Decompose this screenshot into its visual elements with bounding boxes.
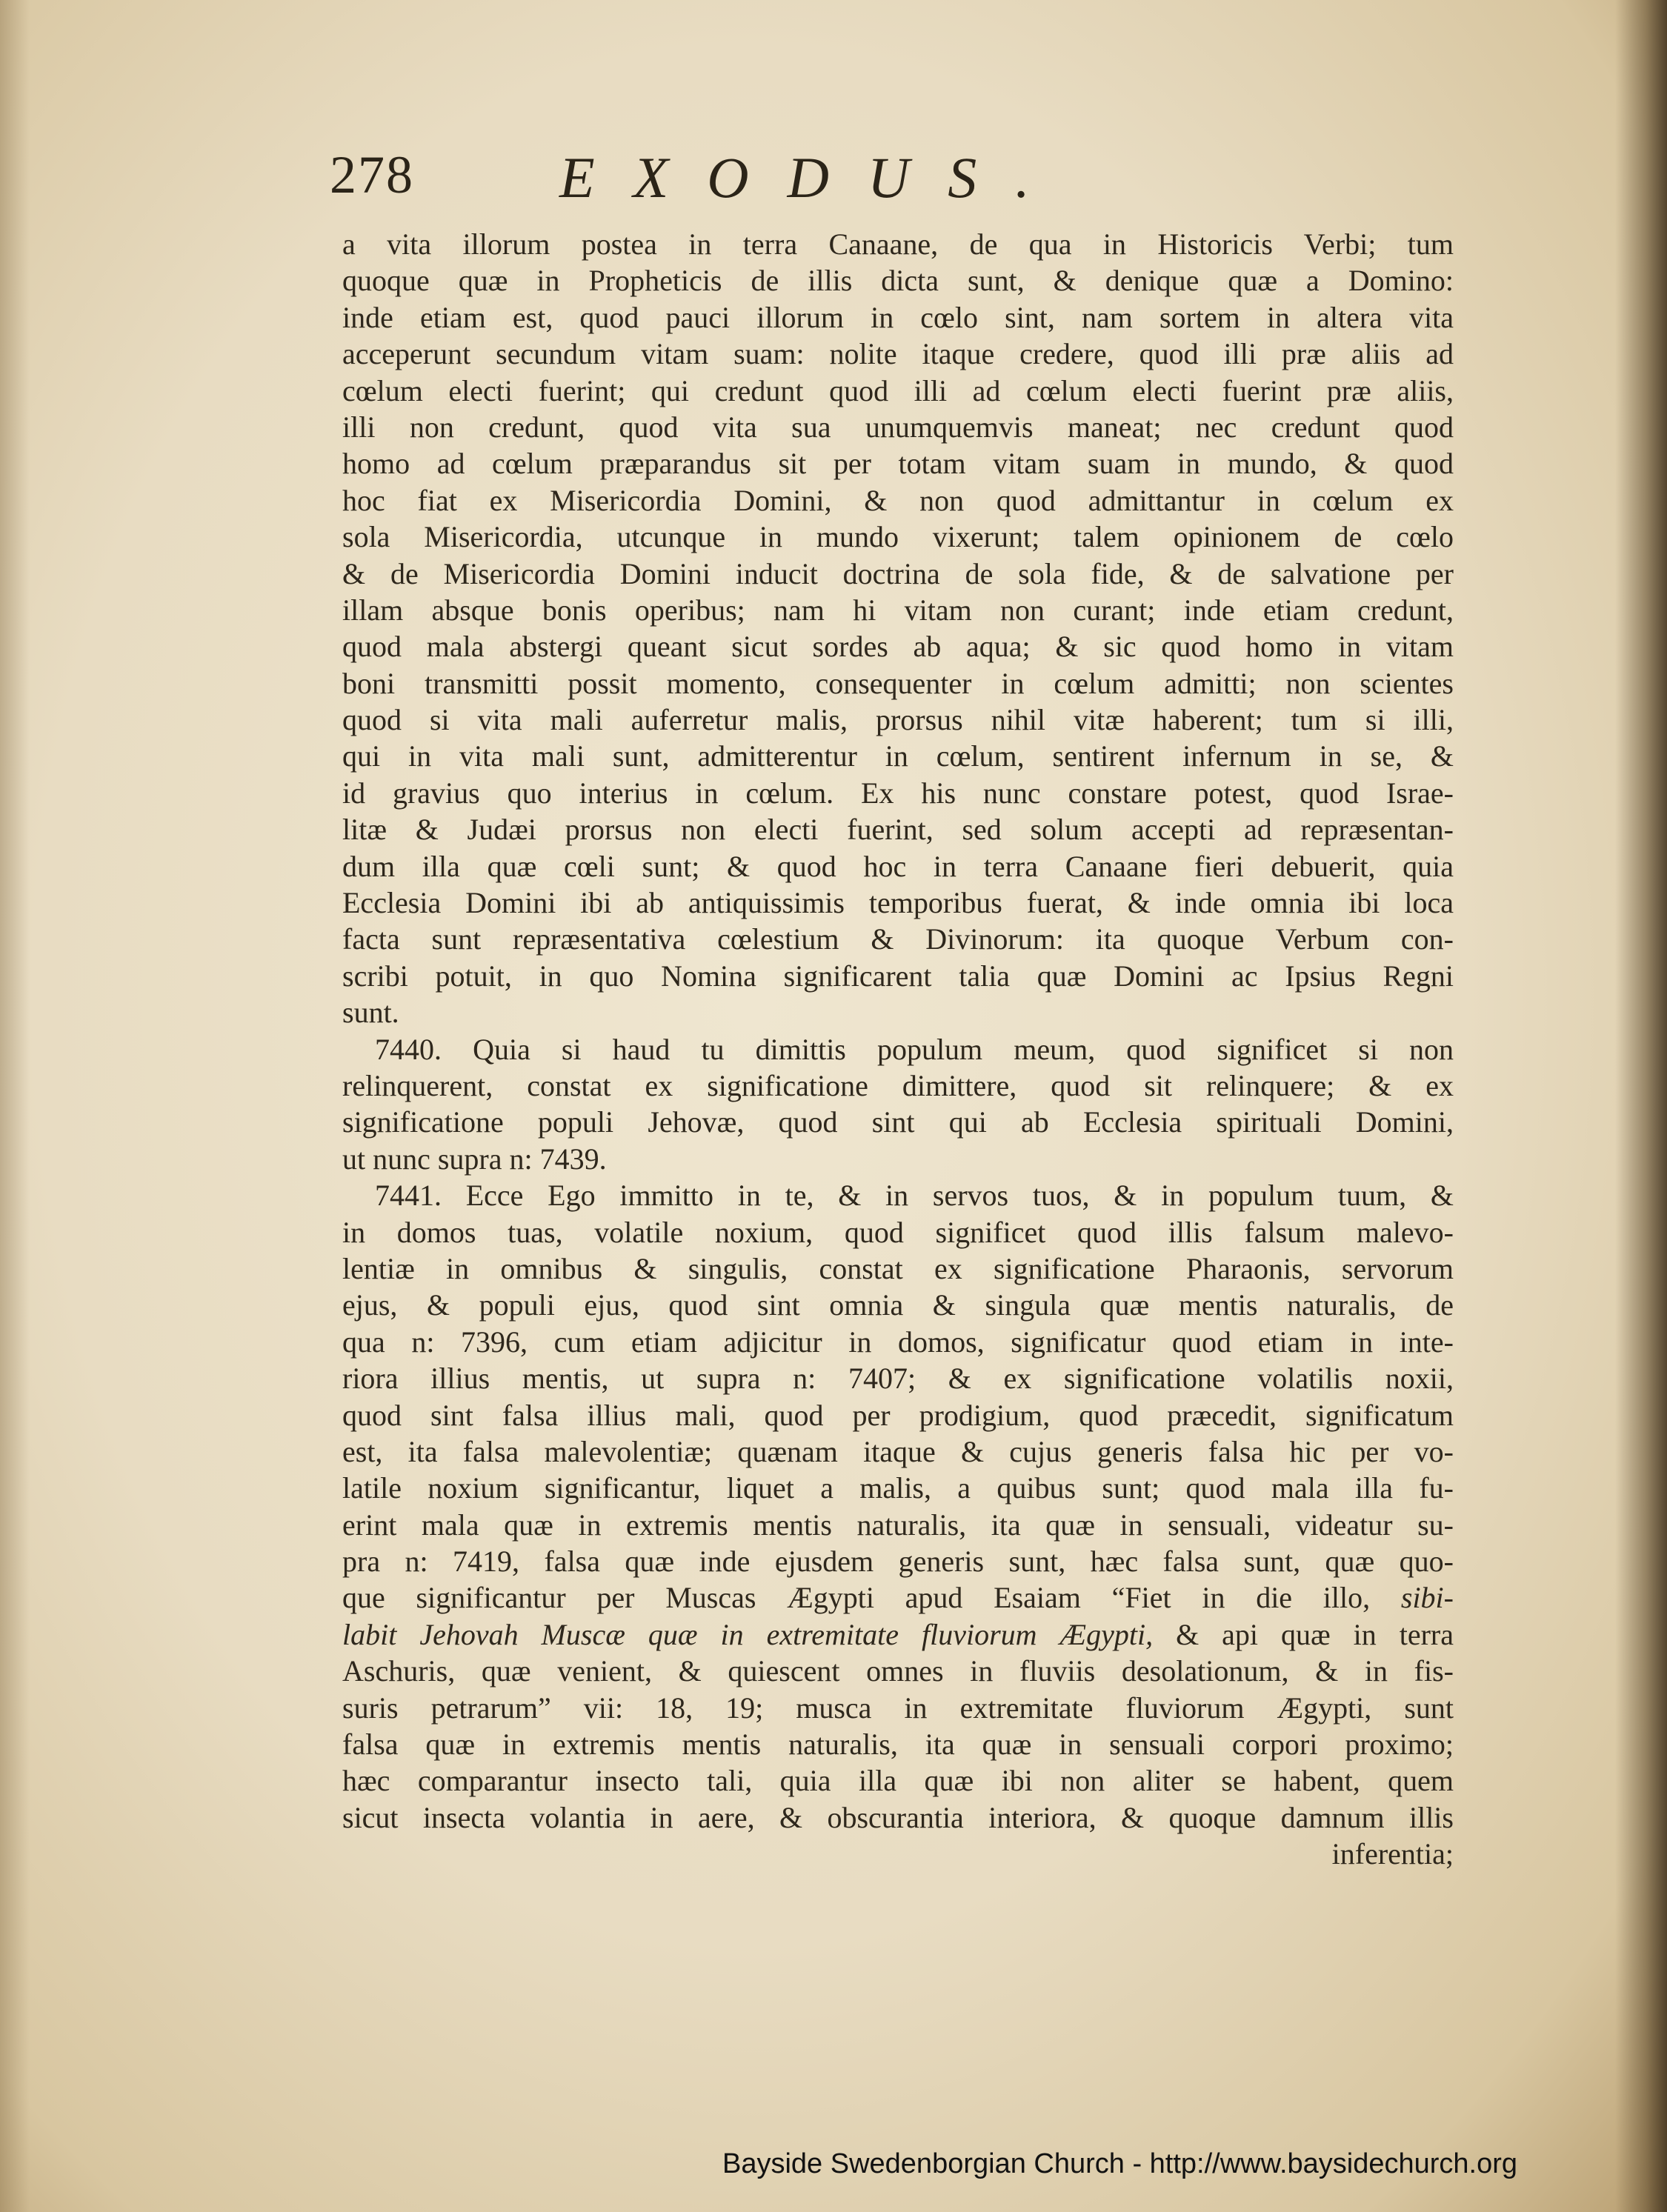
text-line: ut nunc supra n: 7439. <box>342 1142 607 1176</box>
text-line: latile noxium significantur, liquet a malis, a quibus sunt; quod mala illa fu- <box>342 1471 1454 1505</box>
footer-credit: Bayside Swedenborgian Church - http://www.baysidechurch.org <box>722 2148 1518 2179</box>
page-right-shadow <box>1615 0 1667 2212</box>
text-line: significatione populi Jehovæ, quod sint qui ab Ecclesia spirituali Domini, <box>342 1105 1454 1139</box>
text-line: inde etiam est, quod pauci illorum in cœlo sint, nam sortem in altera vita <box>342 300 1454 334</box>
text-line: quoque quæ in Propheticis de illis dicta sunt, & denique quæ a Domino: <box>342 264 1454 298</box>
page-left-shadow <box>0 0 30 2212</box>
text-line-part: que significantur per Muscas Ægypti apud Esaiam “Fiet in die illo, <box>342 1581 1371 1615</box>
text-line: ejus, & populi ejus, quod sint omnia & singula quæ mentis naturalis, de <box>342 1288 1454 1322</box>
text-line: est, ita falsa malevolentiæ; quænam itaque & cujus generis falsa hic per vo- <box>342 1434 1454 1468</box>
text-line: riora illius mentis, ut supra n: 7407; & ex significatione volatilis noxii, <box>342 1362 1454 1396</box>
text-line-with-italic <box>342 1579 1454 1616</box>
body-text <box>342 226 1454 1873</box>
text-line: hoc fiat ex Misericordia Domini, & non quod admittantur in cœlum ex <box>342 483 1454 517</box>
text-line: relinquerent, constat ex significatione dimittere, quod sit relinquere; & ex <box>342 1068 1454 1102</box>
italic-text: sibi- <box>1400 1581 1454 1615</box>
text-line: boni transmitti possit momento, consequenter in cœlum admitti; non scientes <box>342 666 1454 700</box>
text-line: pra n: 7419, falsa quæ inde ejusdem generis sunt, hæc falsa sunt, quæ quo- <box>342 1545 1454 1579</box>
text-line: illi non credunt, quod vita sua unumquemvis maneat; nec credunt quod <box>342 410 1454 444</box>
text-line-part: & api quæ in terra <box>1176 1617 1454 1651</box>
catchword: inferentia; <box>1331 1837 1454 1871</box>
running-title: EXODUS. <box>559 145 1068 210</box>
page-number: 278 <box>330 145 414 204</box>
text-line: quod si vita mali auferretur malis, prorsus nihil vitæ haberent; tum si illi, <box>342 703 1454 737</box>
text-line: homo ad cœlum præparandus sit per totam vitam suam in mundo, & quod <box>342 447 1454 481</box>
text-line: sicut insecta volantia in aere, & obscurantia interiora, & quoque damnum illis <box>342 1800 1454 1834</box>
text-line: in domos tuas, volatile noxium, quod significet quod illis falsum malevo- <box>342 1215 1454 1249</box>
text-line: quod mala abstergi queant sicut sordes ab aqua; & sic quod homo in vitam <box>342 630 1454 664</box>
italic-text: labit Jehovah Muscæ quæ in extremitate fluviorum Ægypti, <box>342 1617 1154 1651</box>
text-line: hæc comparantur insecto tali, quia illa quæ ibi non aliter se habent, quem <box>342 1764 1454 1798</box>
text-line: scribi potuit, in quo Nomina significarent talia quæ Domini ac Ipsius Regni <box>342 959 1454 993</box>
paragraph-7440-start: 7440. Quia si haud tu dimittis populum meum, quod significet si non <box>375 1032 1454 1066</box>
text-line: lentiæ in omnibus & singulis, constat ex significatione Pharaonis, servorum <box>342 1251 1454 1285</box>
text-line: illam absque bonis operibus; nam hi vitam non curant; inde etiam credunt, <box>342 593 1454 627</box>
text-line: cœlum electi fuerint; qui credunt quod illi ad cœlum electi fuerint præ aliis, <box>342 373 1454 407</box>
text-line: erint mala quæ in extremis mentis naturalis, ita quæ in sensuali, videatur su- <box>342 1508 1454 1542</box>
text-line: & de Misericordia Domini inducit doctrina de sola fide, & de salvatione per <box>342 556 1454 590</box>
text-line: quod sint falsa illius mali, quod per prodigium, quod præcedit, significatum <box>342 1398 1454 1432</box>
text-line: Aschuris, quæ venient, & quiescent omnes in fluviis desolationum, & in fis- <box>342 1654 1454 1688</box>
text-line: id gravius quo interius in cœlum. Ex his nunc constare potest, quod Israe- <box>342 776 1454 810</box>
text-line: acceperunt secundum vitam suam: nolite itaque credere, quod illi præ aliis ad <box>342 337 1454 371</box>
text-line: dum illa quæ cœli sunt; & quod hoc in terra Canaane fieri debuerit, quia <box>342 849 1454 883</box>
text-line-with-italic <box>342 1616 1454 1653</box>
paragraph-7441-start: 7441. Ecce Ego immitto in te, & in servos tuos, & in populum tuum, & <box>375 1179 1454 1213</box>
text-line: a vita illorum postea in terra Canaane, de qua in Historicis Verbi; tum <box>342 227 1454 261</box>
text-line: facta sunt repræsentativa cœlestium & Divinorum: ita quoque Verbum con- <box>342 922 1454 956</box>
text-line: falsa quæ in extremis mentis naturalis, ita quæ in sensuali corpori proximo; <box>342 1728 1454 1762</box>
page-header <box>330 144 1219 219</box>
text-line: sunt. <box>342 996 399 1030</box>
text-line: sola Misericordia, utcunque in mundo vixerunt; talem opinionem de cœlo <box>342 520 1454 554</box>
text-line: qui in vita mali sunt, admitterentur in cœlum, sentirent infernum in se, & <box>342 739 1454 773</box>
text-line: litæ & Judæi prorsus non electi fuerint, sed solum accepti ad repræsentan- <box>342 813 1454 847</box>
text-line: suris petrarum” vii: 18, 19; musca in extremitate fluviorum Ægypti, sunt <box>342 1690 1454 1725</box>
text-line: Ecclesia Domini ibi ab antiquissimis temporibus fuerat, & inde omnia ibi loca <box>342 886 1454 920</box>
text-line: qua n: 7396, cum etiam adjicitur in domos, significatur quod etiam in inte- <box>342 1325 1454 1359</box>
